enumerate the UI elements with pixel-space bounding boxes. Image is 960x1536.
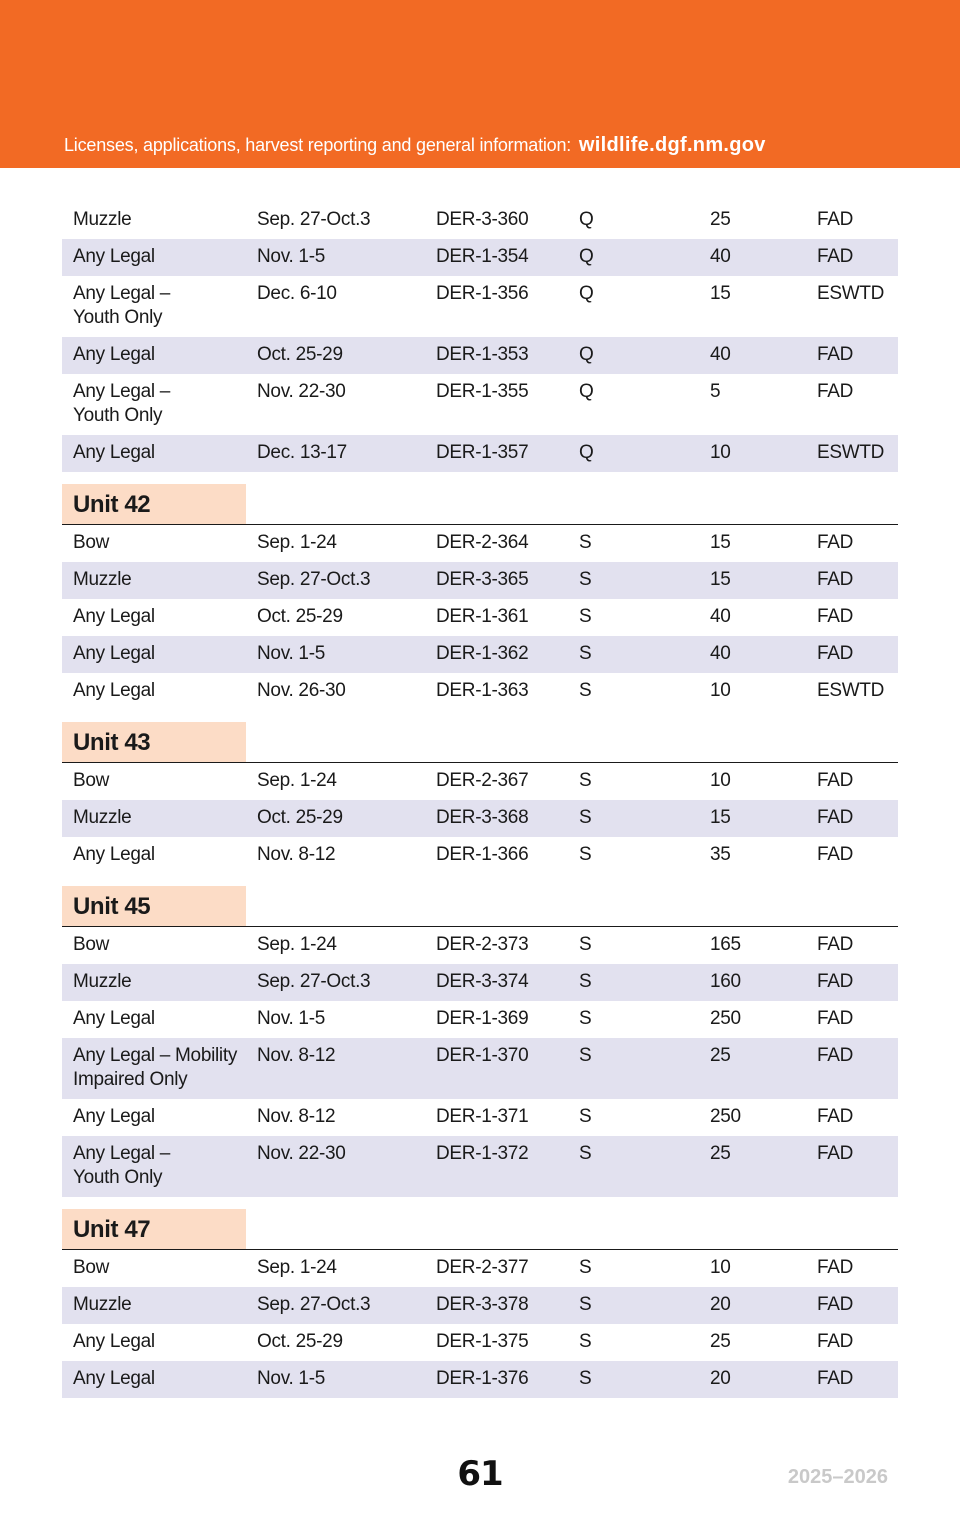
hunt-code: DER-1-372 <box>436 1143 529 1164</box>
hunt-dates: Dec. 6-10 <box>257 283 337 304</box>
license-count: 15 <box>710 569 731 590</box>
bag-limit: FAD <box>817 1257 854 1278</box>
license-type: S <box>579 971 592 992</box>
hunt-type: Any Legal <box>73 1008 155 1029</box>
table-row <box>62 202 898 239</box>
hunt-code: DER-2-367 <box>436 770 529 791</box>
table-row <box>62 1099 898 1136</box>
unit-header <box>62 1209 898 1250</box>
hunt-code: DER-1-362 <box>436 643 529 664</box>
bag-limit: FAD <box>817 606 854 627</box>
table-row <box>62 927 898 964</box>
bag-limit: FAD <box>817 971 854 992</box>
table-row <box>62 1136 898 1197</box>
hunt-type: Bow <box>73 532 110 553</box>
hunt-code: DER-3-360 <box>436 209 529 230</box>
license-count: 10 <box>710 680 731 701</box>
website-link[interactable]: wildlife.dgf.nm.gov <box>578 134 766 156</box>
hunt-code: DER-1-356 <box>436 283 529 304</box>
hunt-code: DER-1-366 <box>436 844 529 865</box>
table-row <box>62 1038 898 1099</box>
hunt-code: DER-1-354 <box>436 246 529 267</box>
table-row <box>62 1287 898 1324</box>
table-row <box>62 525 898 562</box>
hunt-type: Bow <box>73 1257 110 1278</box>
license-type: Q <box>579 442 594 463</box>
license-type: S <box>579 1143 592 1164</box>
hunt-code: DER-3-365 <box>436 569 529 590</box>
license-type: S <box>579 569 592 590</box>
license-type: S <box>579 1368 592 1389</box>
hunt-type: Muzzle <box>73 1294 132 1315</box>
unit-title: Unit 45 <box>62 886 246 926</box>
license-count: 15 <box>710 532 731 553</box>
hunt-code: DER-1-363 <box>436 680 529 701</box>
unit-section <box>62 484 898 710</box>
hunt-type: Any Legal <box>73 1368 155 1389</box>
table-row <box>62 337 898 374</box>
hunt-type: Muzzle <box>73 569 132 590</box>
hunt-code: DER-1-376 <box>436 1368 529 1389</box>
header-banner <box>0 0 960 168</box>
hunt-dates: Sep. 27-Oct.3 <box>257 209 371 230</box>
hunt-dates: Nov. 22-30 <box>257 381 346 402</box>
hunt-type: Bow <box>73 770 110 791</box>
license-count: 35 <box>710 844 731 865</box>
bag-limit: FAD <box>817 1368 854 1389</box>
hunt-dates: Nov. 1-5 <box>257 643 325 664</box>
hunt-code: DER-1-361 <box>436 606 529 627</box>
bag-limit: FAD <box>817 934 854 955</box>
hunt-dates: Nov. 8-12 <box>257 1106 336 1127</box>
hunt-dates: Sep. 27-Oct.3 <box>257 1294 371 1315</box>
license-count: 40 <box>710 643 731 664</box>
bag-limit: FAD <box>817 643 854 664</box>
hunt-type: Bow <box>73 934 110 955</box>
bag-limit: FAD <box>817 807 854 828</box>
unit-header <box>62 886 898 927</box>
hunt-dates: Sep. 1-24 <box>257 934 337 955</box>
license-type: S <box>579 934 592 955</box>
license-type: S <box>579 1008 592 1029</box>
bag-limit: FAD <box>817 1294 854 1315</box>
table-row <box>62 1361 898 1398</box>
hunt-dates: Oct. 25-29 <box>257 1331 343 1352</box>
hunt-dates: Nov. 26-30 <box>257 680 346 701</box>
hunt-type: Any Legal <box>73 1106 155 1127</box>
hunt-code: DER-3-374 <box>436 971 529 992</box>
table-row <box>62 374 898 435</box>
bag-limit: FAD <box>817 1008 854 1029</box>
license-type: S <box>579 1331 592 1352</box>
unit-title: Unit 43 <box>62 722 246 762</box>
hunt-type: Muzzle <box>73 807 132 828</box>
hunt-dates: Sep. 1-24 <box>257 770 337 791</box>
license-type: S <box>579 770 592 791</box>
license-type: S <box>579 680 592 701</box>
hunt-type: Muzzle <box>73 971 132 992</box>
hunt-code: DER-3-378 <box>436 1294 529 1315</box>
bag-limit: FAD <box>817 1106 854 1127</box>
unit-header <box>62 722 898 763</box>
hunt-dates: Sep. 1-24 <box>257 532 337 553</box>
license-count: 165 <box>710 934 741 955</box>
license-type: Q <box>579 246 594 267</box>
table-row <box>62 673 898 710</box>
table-row <box>62 1001 898 1038</box>
license-type: Q <box>579 344 594 365</box>
license-count: 20 <box>710 1368 731 1389</box>
license-count: 20 <box>710 1294 731 1315</box>
hunt-code: DER-1-353 <box>436 344 529 365</box>
hunt-dates: Sep. 27-Oct.3 <box>257 569 371 590</box>
bag-limit: ESWTD <box>817 680 885 701</box>
license-count: 160 <box>710 971 741 992</box>
bag-limit: FAD <box>817 1143 854 1164</box>
hunt-type: Any Legal <box>73 606 155 627</box>
hunt-code: DER-2-364 <box>436 532 529 553</box>
hunt-code: DER-2-377 <box>436 1257 529 1278</box>
hunt-dates: Oct. 25-29 <box>257 606 343 627</box>
table-row <box>62 636 898 673</box>
license-count: 25 <box>710 1143 731 1164</box>
bag-limit: ESWTD <box>817 442 885 463</box>
bag-limit: ESWTD <box>817 283 885 304</box>
license-type: S <box>579 1257 592 1278</box>
hunt-dates: Nov. 1-5 <box>257 246 325 267</box>
license-count: 15 <box>710 283 731 304</box>
hunt-code: DER-3-368 <box>436 807 529 828</box>
license-count: 25 <box>710 209 731 230</box>
license-count: 25 <box>710 1045 731 1066</box>
bag-limit: FAD <box>817 1331 854 1352</box>
hunt-type: Any Legal <box>73 680 155 701</box>
season-year: 2025–2026 <box>787 1466 888 1488</box>
hunt-type: Any Legal – Youth Only <box>73 283 171 328</box>
hunt-code: DER-1-371 <box>436 1106 529 1127</box>
header-info-text: Licenses, applications, harvest reporting and general information: <box>64 135 572 155</box>
license-count: 10 <box>710 1257 731 1278</box>
hunt-dates: Oct. 25-29 <box>257 807 343 828</box>
hunt-type: Any Legal <box>73 344 155 365</box>
license-count: 25 <box>710 1331 731 1352</box>
license-count: 40 <box>710 606 731 627</box>
table-row <box>62 599 898 636</box>
table-row <box>62 276 898 337</box>
license-count: 40 <box>710 246 731 267</box>
license-type: Q <box>579 283 594 304</box>
license-type: S <box>579 1294 592 1315</box>
hunt-code: DER-2-373 <box>436 934 529 955</box>
bag-limit: FAD <box>817 246 854 267</box>
hunt-code: DER-1-357 <box>436 442 529 463</box>
bag-limit: FAD <box>817 770 854 791</box>
hunt-code: DER-1-370 <box>436 1045 529 1066</box>
hunt-dates: Nov. 1-5 <box>257 1008 325 1029</box>
license-type: S <box>579 1106 592 1127</box>
hunt-type: Any Legal – Youth Only <box>73 381 171 426</box>
table-row <box>62 800 898 837</box>
hunt-dates: Nov. 8-12 <box>257 844 336 865</box>
license-count: 15 <box>710 807 731 828</box>
hunt-type: Any Legal – Mobility Impaired Only <box>73 1045 238 1090</box>
hunt-type: Muzzle <box>73 209 132 230</box>
hunt-type: Any Legal – Youth Only <box>73 1143 171 1188</box>
license-type: S <box>579 606 592 627</box>
table-row <box>62 435 898 472</box>
table-row <box>62 1324 898 1361</box>
unit-title: Unit 47 <box>62 1209 246 1249</box>
header-info-line <box>64 134 766 157</box>
hunt-type: Any Legal <box>73 246 155 267</box>
bag-limit: FAD <box>817 532 854 553</box>
bag-limit: FAD <box>817 569 854 590</box>
license-count: 250 <box>710 1008 741 1029</box>
hunt-dates: Sep. 27-Oct.3 <box>257 971 371 992</box>
unit-header <box>62 484 898 525</box>
hunt-table <box>62 202 898 1398</box>
license-type: Q <box>579 209 594 230</box>
bag-limit: FAD <box>817 381 854 402</box>
unit-section <box>62 722 898 874</box>
hunt-dates: Oct. 25-29 <box>257 344 343 365</box>
license-type: Q <box>579 381 594 402</box>
license-count: 40 <box>710 344 731 365</box>
license-type: S <box>579 807 592 828</box>
hunt-code: DER-1-375 <box>436 1331 529 1352</box>
unit-section <box>62 1209 898 1398</box>
table-row <box>62 837 898 874</box>
license-type: S <box>579 643 592 664</box>
bag-limit: FAD <box>817 1045 854 1066</box>
hunt-code: DER-1-369 <box>436 1008 529 1029</box>
hunt-type: Any Legal <box>73 844 155 865</box>
license-count: 250 <box>710 1106 741 1127</box>
hunt-dates: Nov. 22-30 <box>257 1143 346 1164</box>
license-type: S <box>579 532 592 553</box>
table-row <box>62 763 898 800</box>
license-count: 10 <box>710 770 731 791</box>
bag-limit: FAD <box>817 844 854 865</box>
bag-limit: FAD <box>817 209 854 230</box>
page-number: 61 <box>457 1454 503 1494</box>
table-row <box>62 1250 898 1287</box>
table-row <box>62 562 898 599</box>
table-row <box>62 964 898 1001</box>
license-count: 10 <box>710 442 731 463</box>
license-count: 5 <box>710 381 721 402</box>
hunt-type: Any Legal <box>73 442 155 463</box>
license-type: S <box>579 1045 592 1066</box>
unit-section <box>62 886 898 1197</box>
hunt-type: Any Legal <box>73 1331 155 1352</box>
hunt-dates: Nov. 1-5 <box>257 1368 325 1389</box>
hunt-dates: Nov. 8-12 <box>257 1045 336 1066</box>
hunt-type: Any Legal <box>73 643 155 664</box>
hunt-dates: Sep. 1-24 <box>257 1257 337 1278</box>
bag-limit: FAD <box>817 344 854 365</box>
unit-title: Unit 42 <box>62 484 246 524</box>
table-row <box>62 239 898 276</box>
hunt-code: DER-1-355 <box>436 381 529 402</box>
license-type: S <box>579 844 592 865</box>
hunt-dates: Dec. 13-17 <box>257 442 347 463</box>
